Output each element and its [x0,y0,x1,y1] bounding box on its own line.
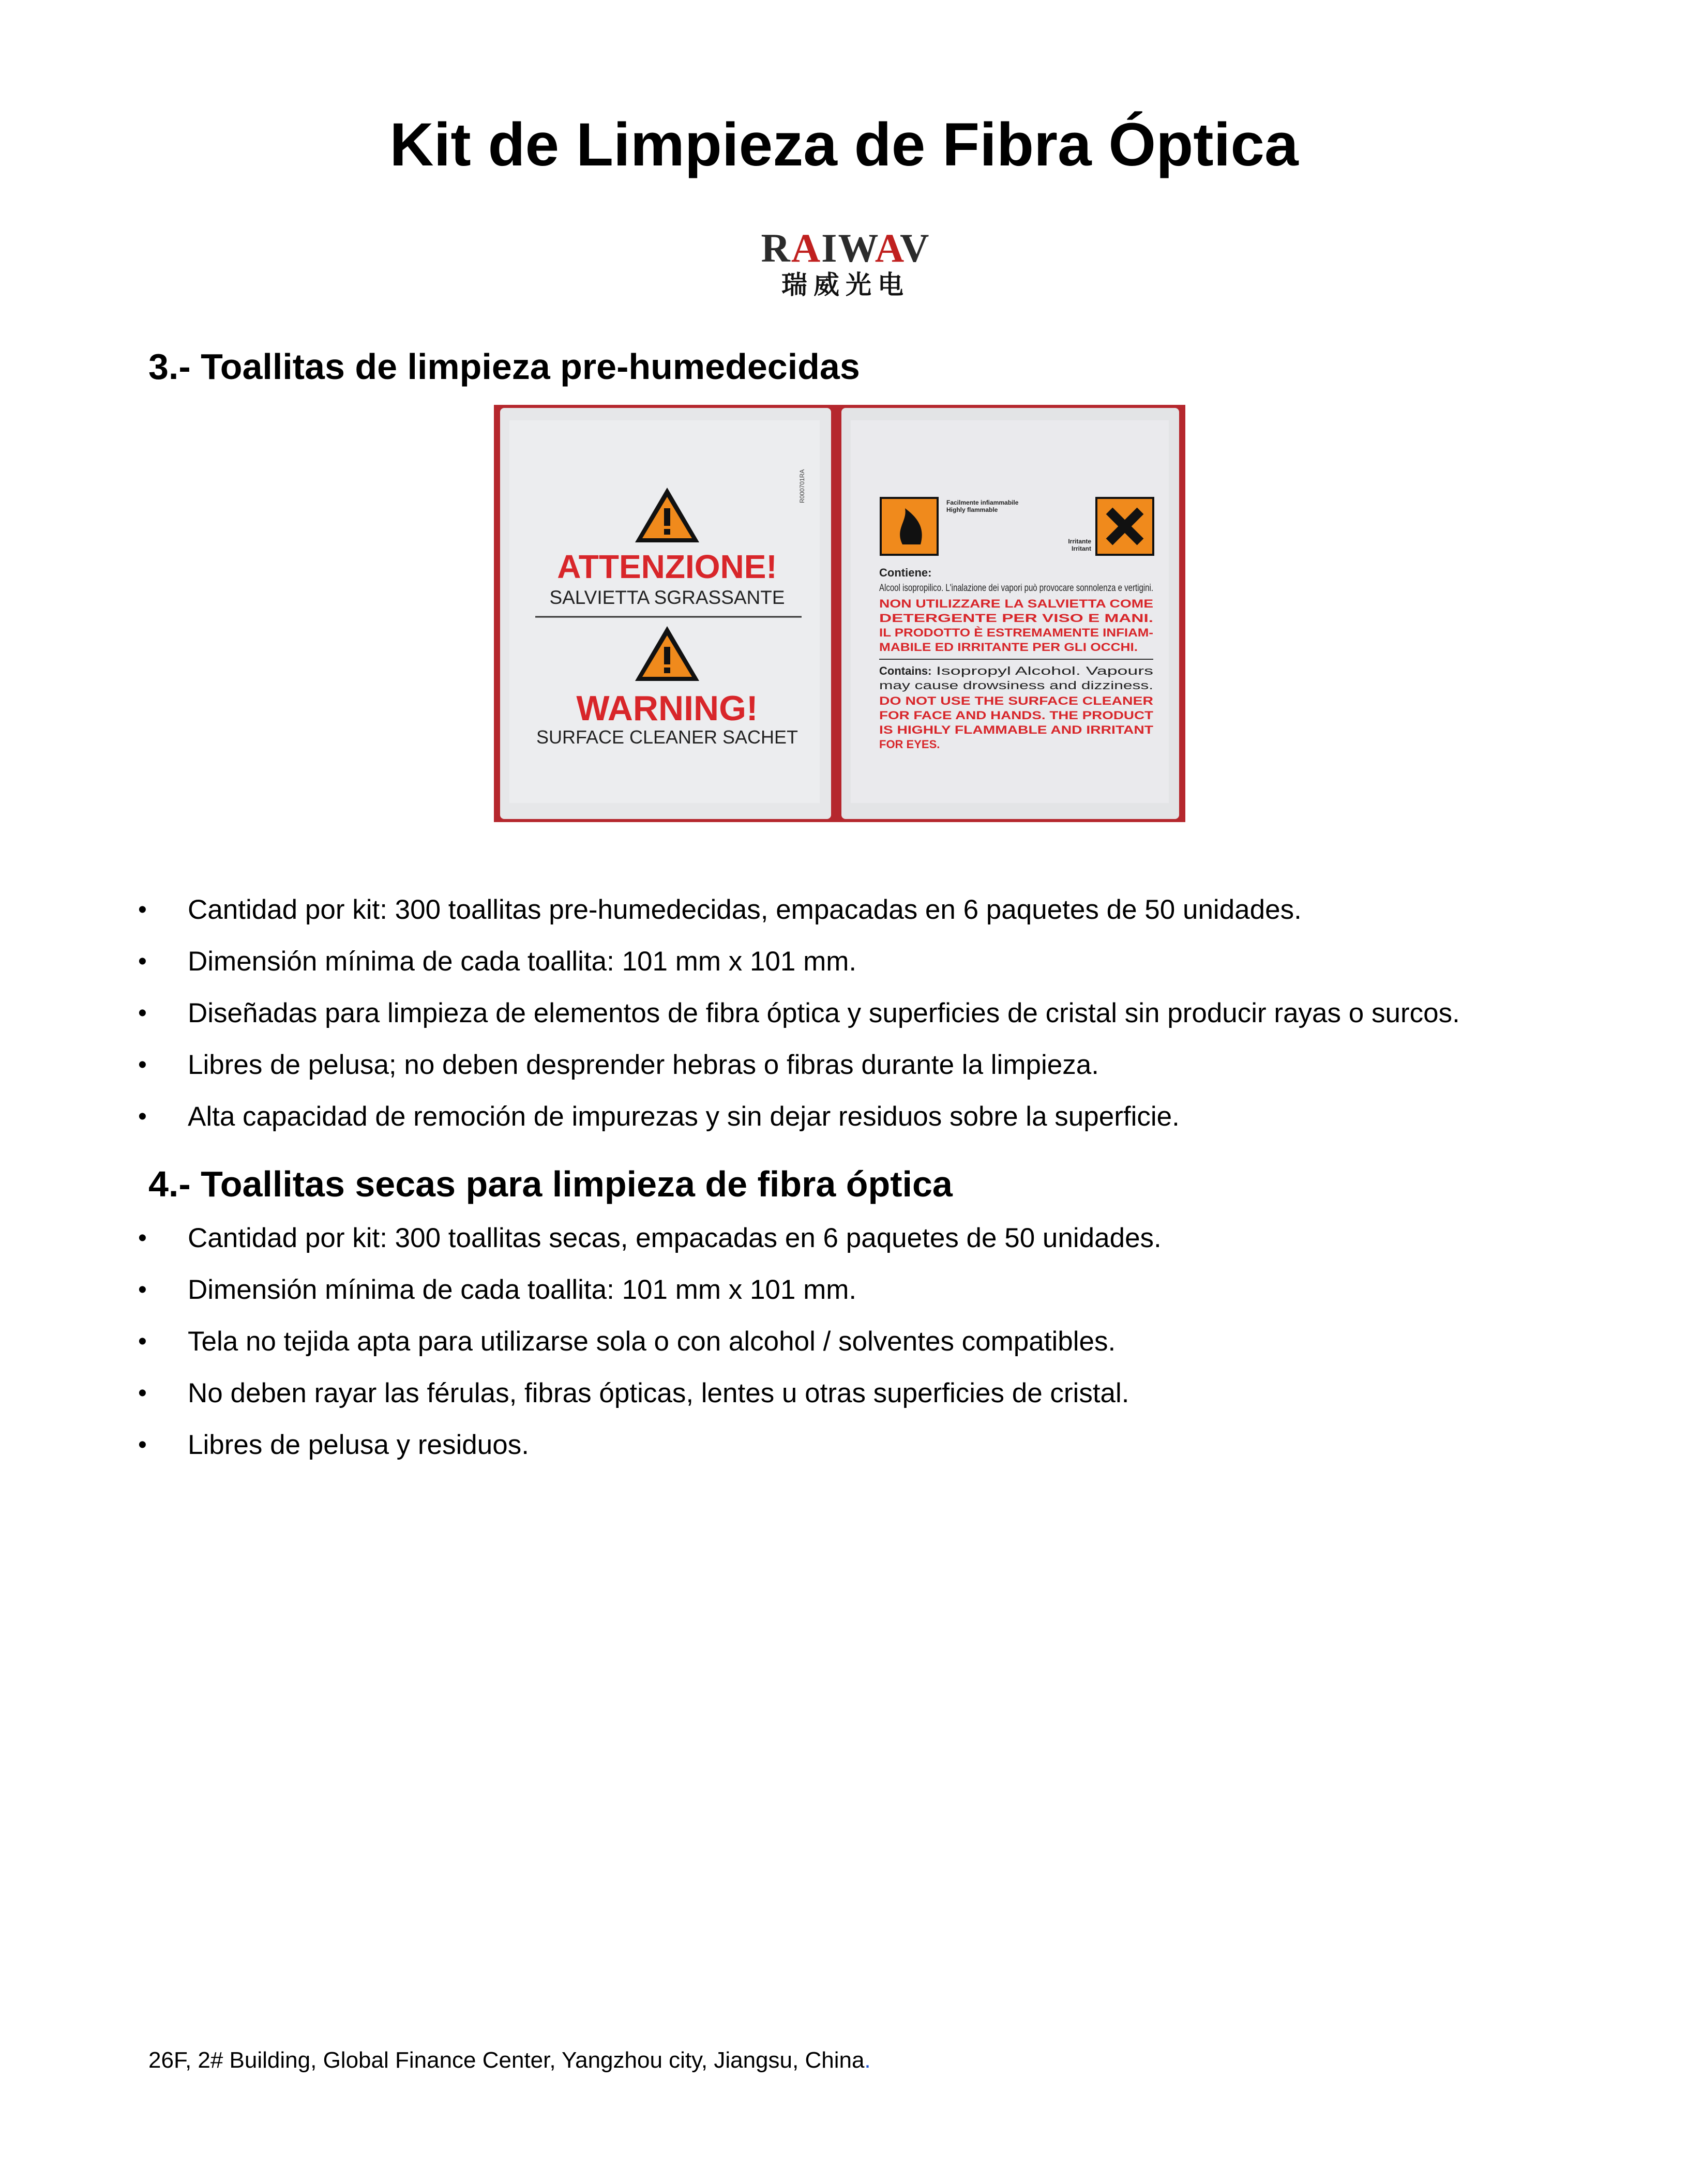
warning-en-line: DO NOT USE THE SURFACE CLEANER [879,694,1154,707]
bullet-icon: • [138,1103,147,1130]
list-item [138,988,1460,1039]
list-item [138,1039,1460,1091]
warning-en-line: IS HIGHLY FLAMMABLE AND IRRITANT [879,723,1154,736]
list-item-text: No deben rayar las férulas, fibras ópticas, lentes u otras superficies de cristal. [188,1378,1129,1408]
list-item-text: Dimensión mínima de cada toallita: 101 mm x 101 mm. [188,1275,857,1305]
list-item-text: Alta capacidad de remoción de impurezas y sin dejar residuos sobre la superficie. [188,1101,1180,1132]
logo-letter-accent: A [791,225,822,270]
list-item-text: Cantidad por kit: 300 toallitas secas, empacadas en 6 paquetes de 50 unidades. [188,1223,1162,1253]
logo-letter: R [761,225,791,270]
logo-chinese: 瑞威光电 [781,270,910,300]
list-item [138,1316,1162,1368]
warning-it-line: NON UTILIZZARE LA SALVIETTA COME [879,597,1153,610]
raiwav-logo [750,225,941,310]
logo-brand [750,225,941,270]
contiene-text: Alcool isopropilico. L'inalazione dei vapori può provocare sonnolenza e vertigini. [879,583,1153,594]
side-code: R000701RA [798,469,806,503]
list-item-text: Diseñadas para limpieza de elementos de fibra óptica y superficies de cristal sin producir rayas o surcos. [188,998,1460,1028]
list-item [138,1091,1460,1143]
section-3-heading: 3.- Toallitas de limpieza pre-humedecidas [148,346,860,387]
irritant-label-it: Irritante [1068,538,1091,545]
list-item [138,936,1460,988]
list-item [138,884,1460,936]
flammable-label-en: Highly flammable [946,506,998,513]
bullet-icon: • [138,1328,147,1355]
bullet-icon: • [138,1379,147,1407]
bullet-icon: • [138,1276,147,1303]
warning-en-line: FOR FACE AND HANDS. THE PRODUCT [879,709,1154,722]
logo-letters: IW [821,225,875,270]
list-item-text: Libres de pelusa y residuos. [188,1430,529,1460]
footer-period: . [864,2048,871,2073]
bullet-icon: • [138,1051,147,1079]
section-3-list [138,884,1460,1143]
warning-title: WARNING! [576,689,758,728]
list-item [138,1212,1162,1264]
flammable-icon [881,498,938,555]
section-4-list [138,1212,1162,1471]
list-item [138,1419,1162,1471]
list-item-text: Libres de pelusa; no deben desprender hebras o fibras durante la limpieza. [188,1050,1099,1080]
document-title: Kit de Limpieza de Fibra Óptica [389,111,1299,179]
list-item [138,1264,1162,1316]
flammable-label-it: Facilmente infiammabile [946,499,1019,506]
attention-subtitle: SALVIETTA SGRASSANTE [549,587,785,608]
contains-text: Isopropyl Alcohol. Vapours [936,664,1153,677]
warning-it-line: DETERGENTE PER VISO E MANI. [879,612,1153,625]
logo-letter-accent: A [875,225,900,270]
contiene-label: Contiene: [879,566,932,579]
bullet-icon: • [138,1431,147,1459]
list-item-text: Dimensión mínima de cada toallita: 101 mm x 101 mm. [188,946,857,977]
list-item-text: Tela no tejida apta para utilizarse sola o con alcohol / solventes compatibles. [188,1326,1116,1357]
contains-text: may cause drowsiness and dizziness. [879,679,1153,692]
bullet-icon: • [138,948,147,975]
section-4-heading: 4.- Toallitas secas para limpieza de fibra óptica [148,1164,953,1204]
warning-it-line: MABILE ED IRRITANTE PER GLI OCCHI. [879,641,1138,654]
warning-it-line: IL PRODOTTO È ESTREMAMENTE INFIAM- [879,626,1153,639]
footer-address [148,2045,871,2076]
svg-text:Contiene: [879,566,931,579]
irritant-icon [1096,498,1153,555]
sachet-photo [494,405,1185,822]
list-item [138,1368,1162,1419]
footer-address-text: 26F, 2# Building, Global Finance Center, Yangzhou city, Jiangsu, China [148,2048,865,2073]
warning-subtitle: SURFACE CLEANER SACHET [536,726,798,748]
bullet-icon: • [138,896,147,923]
list-item-text: Cantidad por kit: 300 toallitas pre-humedecidas, empacadas en 6 paquetes de 50 unidades. [188,894,1302,925]
warning-en-line: FOR EYES. [879,738,940,751]
irritant-label-en: Irritant [1071,545,1091,552]
attention-title: ATTENZIONE! [557,548,777,585]
bullet-icon: • [138,999,147,1027]
contains-label: Contains: [879,664,932,677]
logo-letter: V [900,225,930,270]
bullet-icon: • [138,1224,147,1252]
